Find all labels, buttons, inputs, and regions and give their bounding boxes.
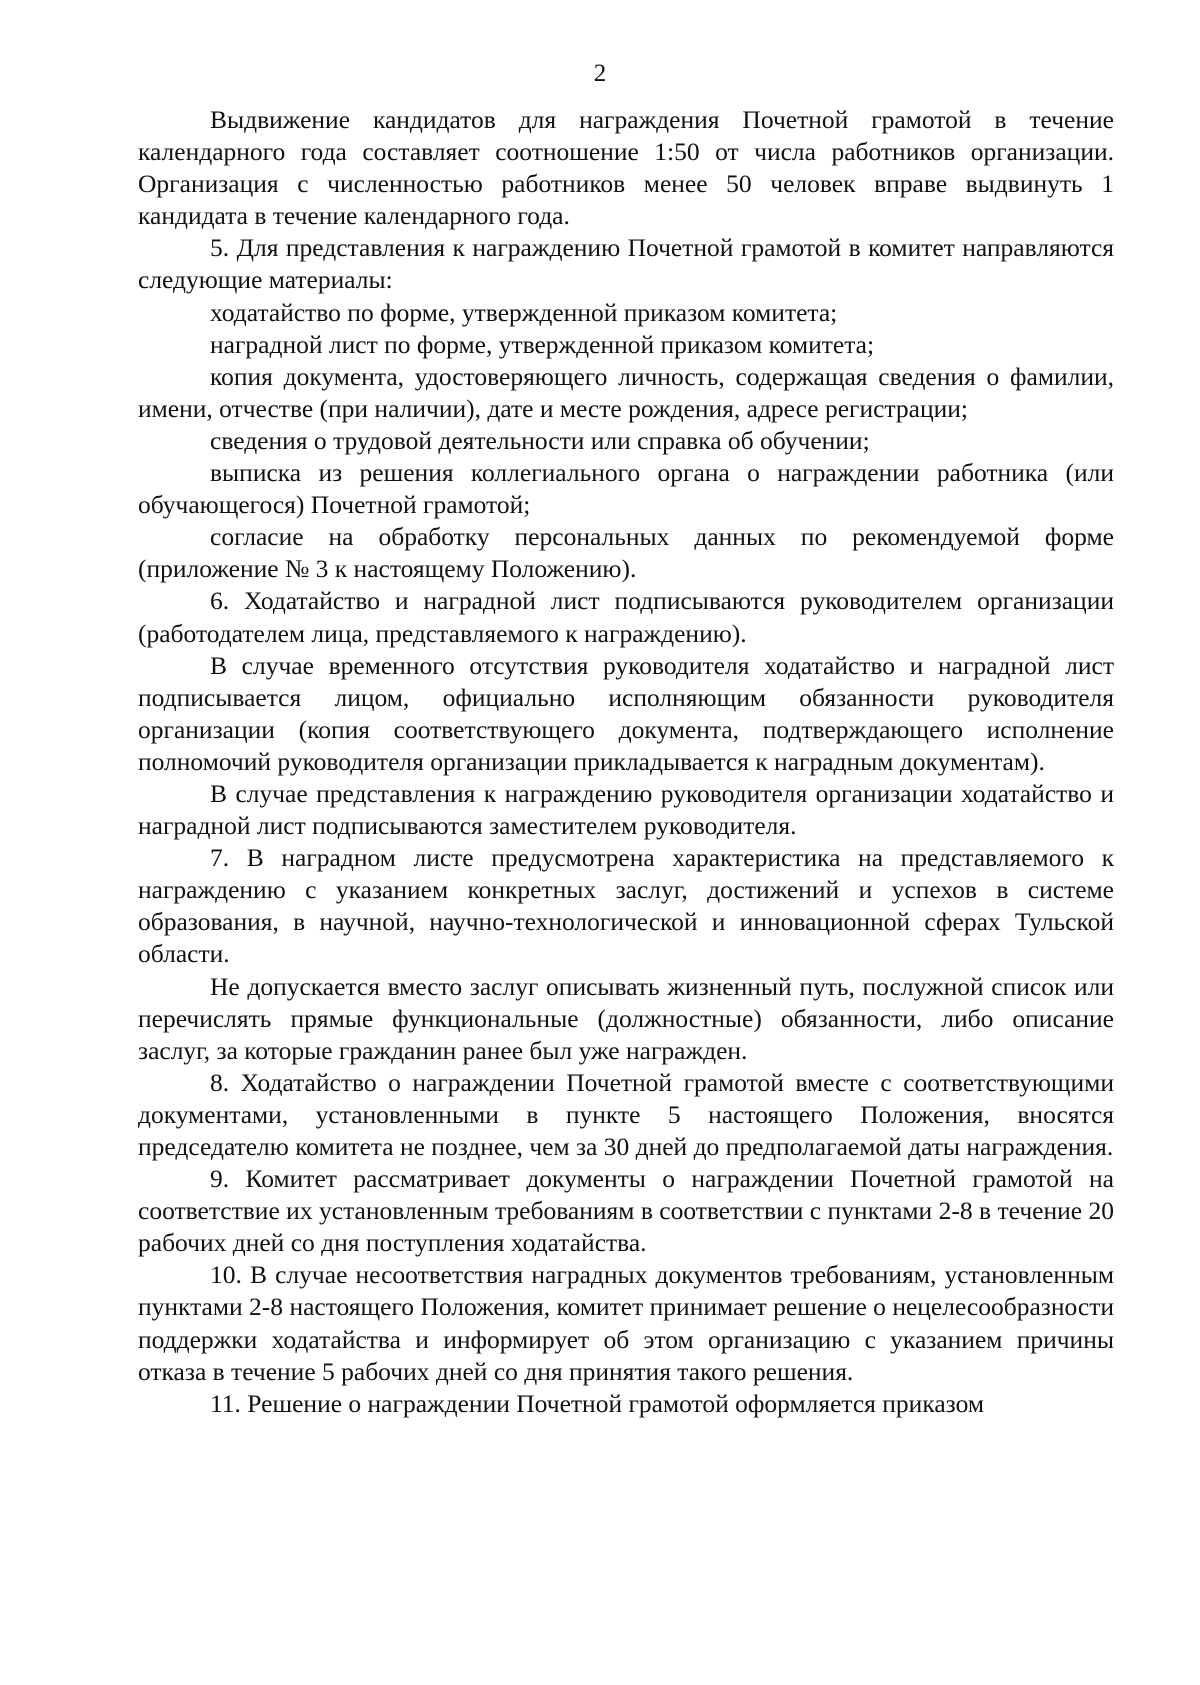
paragraph-item-11: 11. Решение о награждении Почетной грамотой оформляется приказом	[210, 1388, 984, 1418]
list-item-data-consent: согласие на обработку персональных данных по рекомендуемой форме (приложение № 3 к настоящему Положению).	[138, 522, 1114, 584]
list-item-id-copy: копия документа, удостоверяющего личность, содержащая сведения о фамилии, имени, отчестве (при наличии), дате и месте рождения, адресе регистрации;	[138, 361, 1114, 423]
paragraph-prohibited-content: Не допускается вместо заслуг описывать жизненный путь, послужной список или перечислять прямые функциональные (должностные) обязанности, либо описание заслуг, за которые гражданин ранее был уже награжден.	[138, 971, 1114, 1065]
paragraph-item-6: 6. Ходатайство и наградной лист подписываются руководителем организации (работодателем лица, представляемого к награждению).	[138, 586, 1114, 648]
paragraph-item-10: 10. В случае несоответствия наградных документов требованиям, установленным пунктами 2-8 настоящего Положения, комитет принимает решение о нецелесообразности поддержки ходатайства и информирует об этом организацию с указанием причины отказа в течение 5 рабочих дней со дня принятия такого решения.	[138, 1260, 1114, 1386]
paragraph-item-9: 9. Комитет рассматривает документы о награждении Почетной грамотой на соответствие их установленным требованиям в соответствии с пунктами 2-8 в течение 20 рабочих дней со дня поступления ходатайства.	[138, 1164, 1114, 1258]
paragraph-item-5: 5. Для представления к награждению Почетной грамотой в комитет направляются следующие материалы:	[138, 233, 1114, 295]
list-item-work-info: сведения о трудовой деятельности или справка об обучении;	[210, 425, 870, 455]
paragraph-absence-signing: В случае временного отсутствия руководителя ходатайство и наградной лист подписывается лицом, официально исполняющим обязанности руководителя организации (копия соответствующего документа, подтверждающего исполнение полномочий руководителя организации прикладывается к наградным документам).	[138, 650, 1114, 776]
list-item-petition: ходатайство по форме, утвержденной приказом комитета;	[210, 297, 838, 327]
paragraph-nomination-quota: Выдвижение кандидатов для награждения Почетной грамотой в течение календарного года составляет соотношение 1:50 от числа работников организации. Организация с численностью работников менее 50 человек вправе выдвинуть 1 кандидата в течение календарного года.	[138, 105, 1114, 231]
paragraph-head-nomination: В случае представления к награждению руководителя организации ходатайство и наградной лист подписываются заместителем руководителя.	[138, 778, 1114, 841]
paragraph-item-7: 7. В наградном листе предусмотрена характеристика на представляемого к награждению с указанием конкретных заслуг, достижений и успехов в системе образования, в научной, научно-технологической и инновационной сферах Тульской области.	[138, 843, 1114, 969]
list-item-board-extract: выписка из решения коллегиального органа о награждении работника (или обучающегося) Почетной грамотой;	[138, 458, 1114, 520]
list-item-award-sheet: наградной лист по форме, утвержденной приказом комитета;	[210, 329, 875, 359]
document-body	[138, 104, 1114, 1420]
paragraph-item-8: 8. Ходатайство о награждении Почетной грамотой вместе с соответствующими документами, установленными в пункте 5 настоящего Положения, вносятся председателю комитета не позднее, чем за 30 дней до предполагаемой даты награждения.	[138, 1067, 1114, 1161]
page-number: 2	[593, 60, 607, 87]
